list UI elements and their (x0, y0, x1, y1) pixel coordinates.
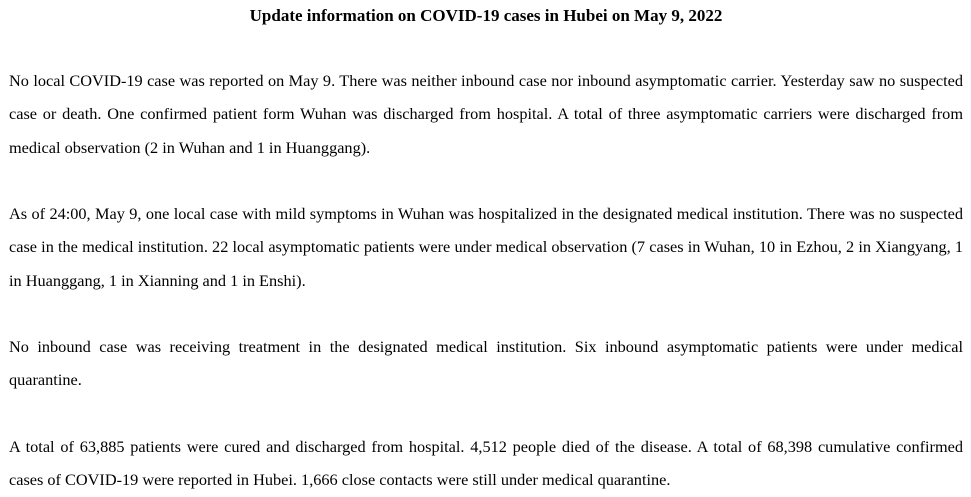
document-title: Update information on COVID-19 cases in Hubei on May 9, 2022 (249, 6, 723, 25)
paragraph-inbound-status: No inbound case was receiving treatment in the designated medical institution. Six inbound asymptomatic patients were under medical quarantine. (9, 337, 963, 390)
paragraph-hospitalized-status: As of 24:00, May 9, one local case with mild symptoms in Wuhan was hospitalized in the designated medical institution. There was no suspected case in the medical institution. 22 local asymptomatic patients were under medical observation (7 cases in Wuhan, 10 in Ezhou, 2 in Xiangyang, 1 in Huanggang, 1 in Xianning and 1 in Enshi). (9, 204, 963, 290)
paragraph-cumulative-totals: A total of 63,885 patients were cured and discharged from hospital. 4,512 people died of the disease. A total of 68,398 cumulative confirmed cases of COVID-19 were reported in Hubei. 1,666 close contacts were still under medical quarantine. (9, 437, 963, 490)
paragraph-local-cases: No local COVID-19 case was reported on May 9. There was neither inbound case nor inbound asymptomatic carrier. Yesterday saw no suspected case or death. One confirmed patient form Wuhan was discharged from hospital. A total of three asymptomatic carriers were discharged from medical observation (2 in Wuhan and 1 in Huanggang). (9, 71, 963, 157)
